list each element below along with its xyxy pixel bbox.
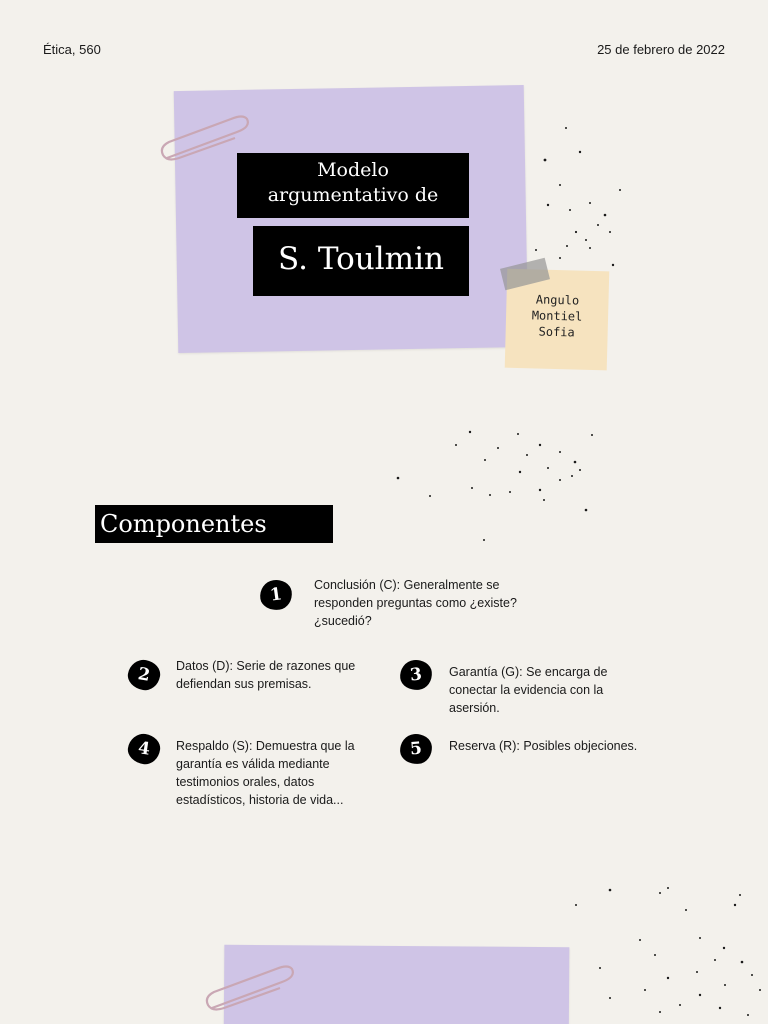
date-label: 25 de febrero de 2022 [597,42,725,57]
number-badge-icon: 5 [399,733,433,766]
subject-heading: S. Toulmin [253,226,469,296]
title-line-2: argumentativo de [267,184,439,206]
title-line-1: Modelo [317,159,389,181]
component-text: Conclusión (C): Generalmente se responden preguntas como ¿existe? ¿sucedió? [314,578,517,628]
number-badge-icon: 1 [258,578,294,612]
author-line-3: Sofia [538,324,575,340]
component-text: Reserva (R): Posibles objeciones. [449,739,638,753]
section-title: Componentes [95,505,333,543]
author-line-2: Montiel [531,308,583,324]
component-text: Garantía (G): Se encarga de conectar la evidencia con la asersión. [449,665,608,715]
number-badge-icon: 2 [126,657,163,692]
component-text: Respaldo (S): Demuestra que la garantía es válida mediante testimonios orales, datos estadísticos, historia de vida... [176,739,355,807]
number-badge-icon: 4 [126,732,162,766]
course-label: Ética, 560 [43,42,101,57]
author-line-1: Angulo [535,292,580,308]
title-heading [237,153,469,218]
component-text: Datos (D): Serie de razones que defiendan sus premisas. [176,659,356,691]
paperclip-icon [200,962,300,1012]
number-badge-icon: 3 [399,658,434,691]
